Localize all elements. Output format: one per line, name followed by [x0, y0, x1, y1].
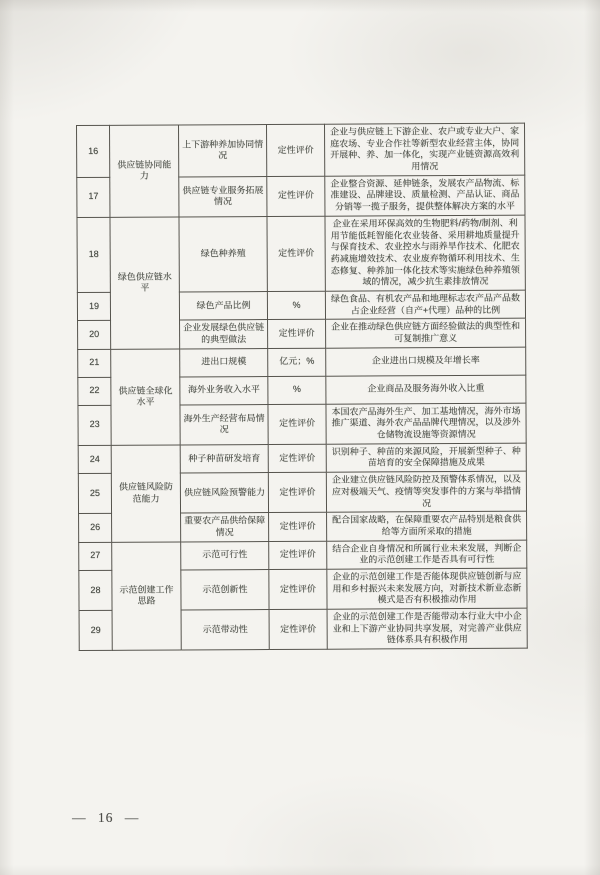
unit-cell: % — [268, 376, 326, 404]
row-number-cell: 24 — [78, 445, 111, 474]
table-row — [78, 347, 526, 377]
indicator-cell: 重要农产品供给保障情况 — [181, 513, 269, 542]
indicator-cell: 示范创新性 — [181, 569, 269, 610]
unit-cell: 定性评价 — [268, 404, 326, 444]
description-cell: 识别种子、种苗的来源风险，开展新型种子、种苗培育的安全保障措施及成果 — [326, 443, 526, 472]
category-cell: 供应链风险防范能力 — [111, 445, 181, 542]
row-number-cell: 17 — [77, 177, 110, 217]
description-cell: 企业与供应链上下游企业、农户或专业大户、家庭农场、专业合作社等新型农业经营主体，协同开展种、养、加一体化，实现产业链资源高效利用情况 — [324, 123, 524, 176]
row-number-cell: 23 — [78, 405, 111, 445]
row-number-cell: 21 — [78, 349, 111, 377]
description-cell: 企业商品及服务海外收入比重 — [326, 375, 526, 404]
indicator-cell: 海外业务收入水平 — [180, 376, 268, 404]
description-cell: 企业在采用环保高效的生物肥料/药物/制剂、利用节能低耗智能化农业装备、采用耕地质量提升与保育技术、农业控水与雨养旱作技术、化肥农药减施增效技术、农业废弃物循环利用技术、生态修复、种养加一体化技术等实施绿色种养殖领域的情况，减少抗生素排放情况 — [325, 215, 525, 291]
indicator-cell: 供应链风险预警能力 — [180, 473, 268, 514]
row-number-cell: 25 — [78, 473, 111, 513]
indicator-cell: 上下游种养加协同情况 — [179, 125, 267, 177]
table-row — [77, 215, 525, 292]
description-cell: 企业整合资源、延伸链条，发展农产品物流、标准建设、品牌建设、质量检测、产品认证、商品分销等一揽子服务，提供整体解决方案的水平 — [325, 175, 525, 216]
description-cell: 企业的示范创建工作是否能体现供应链创新与应用和乡村振兴未来发展方向，对新技术新业态新模式是否有积极推动作用 — [327, 568, 527, 609]
indicator-cell: 示范带动性 — [181, 609, 269, 650]
indicator-cell: 企业发展绿色供应链的典型做法 — [180, 320, 268, 349]
description-cell: 配合国家战略，在保障重要农产品特别是粮食供给等方面所采取的措施 — [327, 511, 527, 540]
unit-cell: 定性评价 — [269, 569, 327, 609]
unit-cell: 亿元；% — [268, 348, 326, 376]
unit-cell: 定性评价 — [267, 216, 325, 291]
table-row — [79, 540, 527, 571]
indicator-cell: 供应链专业服务拓展情况 — [179, 176, 267, 217]
unit-cell: % — [267, 291, 325, 320]
description-cell: 企业在推动绿色供应链方面经验做法的典型性和可复制推广意义 — [326, 318, 526, 347]
description-cell: 本国农产品海外生产、加工基地情况，海外市场推广渠道、海外农产品品牌代理情况，以及涉外仓储物流设施等资源情况 — [326, 403, 526, 444]
row-number-cell: 28 — [79, 570, 112, 610]
row-number-cell: 20 — [78, 321, 111, 350]
row-number-cell: 22 — [78, 377, 111, 405]
row-number-cell: 26 — [79, 514, 112, 543]
unit-cell: 定性评价 — [269, 541, 327, 570]
indicator-cell: 进出口规模 — [180, 348, 268, 376]
evaluation-indicator-table — [76, 123, 528, 651]
indicator-cell: 种子种苗研发培育 — [180, 444, 268, 473]
unit-cell: 定性评价 — [268, 320, 326, 349]
description-cell: 企业建立供应链风险防控及预警体系情况，以及应对极端天气、疫情等突发事件的方案与举措情况 — [326, 471, 526, 512]
description-cell: 结合企业自身情况和所属行业未来发展，判断企业的示范创建工作是否具有可行性 — [327, 540, 527, 569]
unit-cell: 定性评价 — [267, 124, 325, 176]
page-number: — 16 — — [72, 810, 140, 825]
row-number-cell: 18 — [77, 217, 110, 292]
row-number-cell: 19 — [77, 292, 110, 321]
unit-cell: 定性评价 — [269, 609, 327, 649]
row-number-cell: 16 — [77, 125, 110, 177]
unit-cell: 定性评价 — [269, 512, 327, 541]
description-cell: 企业的示范创建工作是否能带动本行业大中小企业和上下游产业协同共享发展，对完善产业供应链体系具有积极作用 — [327, 608, 527, 649]
description-cell: 绿色食品、有机农产品和地理标志农产品产品数占企业经营（自产+代理）品种的比例 — [325, 290, 525, 319]
row-number-cell: 27 — [79, 542, 112, 571]
unit-cell: 定性评价 — [268, 472, 326, 512]
indicator-cell: 绿色种养殖 — [179, 216, 267, 292]
category-cell: 示范创建工作思路 — [112, 542, 182, 651]
description-cell: 企业进出口规模及年增长率 — [326, 347, 526, 376]
indicator-table-container — [76, 123, 527, 651]
table-row — [78, 443, 526, 474]
category-cell: 供应链全球化水平 — [111, 349, 181, 445]
indicator-cell: 绿色产品比例 — [179, 291, 267, 320]
table-row — [77, 123, 525, 177]
category-cell: 绿色供应链水平 — [110, 217, 180, 349]
indicator-cell: 海外生产经营布局情况 — [180, 404, 268, 445]
row-number-cell: 29 — [79, 610, 112, 650]
category-cell: 供应链协同能力 — [110, 125, 179, 217]
unit-cell: 定性评价 — [268, 444, 326, 473]
indicator-table-body — [77, 123, 528, 650]
unit-cell: 定性评价 — [267, 176, 325, 216]
indicator-cell: 示范可行性 — [181, 541, 269, 570]
